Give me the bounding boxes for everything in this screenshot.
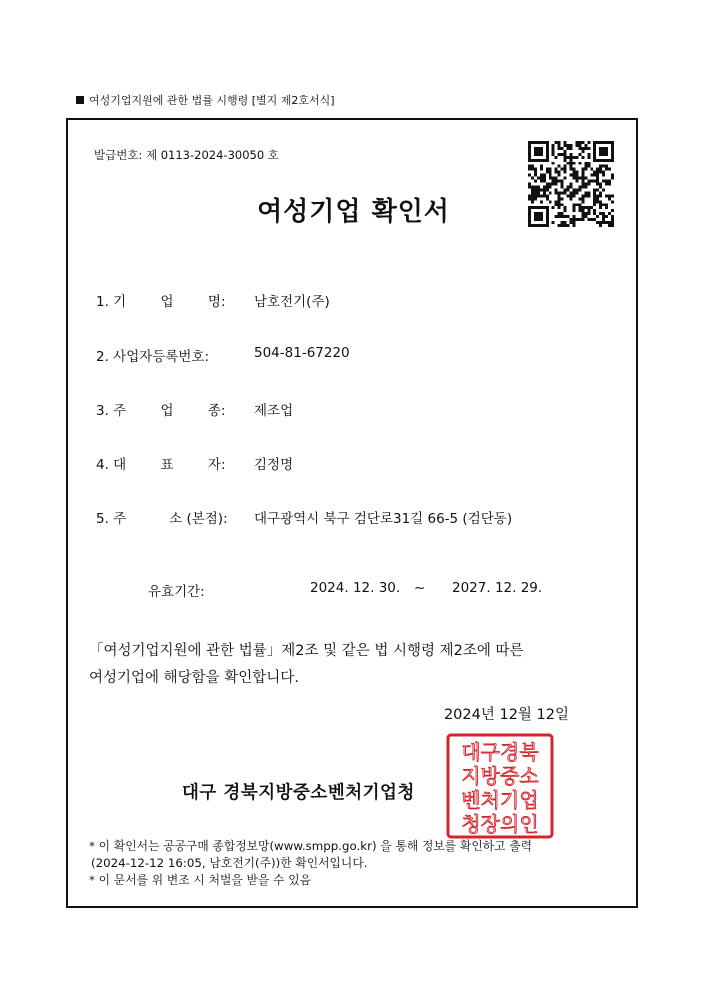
issuer-name: 대구 경북지방중소벤처기업청 — [182, 783, 415, 803]
form-reference — [76, 92, 335, 108]
field-value: 제조업 — [254, 403, 294, 419]
field-label: 1. 기 업 명: — [96, 294, 226, 310]
seal-line: 벤처기업 — [461, 788, 539, 812]
square-bullet-icon — [76, 96, 84, 104]
note-line: (2024-12-12 16:05, 남호전기(주))한 확인서입니다. — [91, 856, 368, 870]
seal-line: 청장의인 — [461, 812, 539, 836]
issue-number: 발급번호: 제 0113-2024-30050 호 — [94, 148, 279, 162]
field-label: 2. 사업자등록번호: — [96, 349, 210, 365]
document-title: 여성기업 확인서 — [257, 197, 450, 227]
form-reference-text: 여성기업지원에 관한 법률 시행령 [별지 제2호서식] — [89, 94, 335, 107]
confirmation-line: 「여성기업지원에 관한 법률」제2조 및 같은 법 시행령 제2조에 따른 — [89, 643, 524, 659]
field-value: 대구광역시 북구 검단로31길 66-5 (검단동) — [254, 511, 513, 527]
confirmation-text — [89, 638, 589, 692]
validity-start: 2024. 12. 30. — [310, 580, 401, 596]
note-line: * 이 문서를 위 변조 시 처벌을 받을 수 있음 — [89, 873, 311, 887]
field-value: 남호전기(주) — [254, 294, 330, 310]
issue-date: 2024년 12월 12일 — [443, 707, 569, 723]
field-label: 4. 대 표 자: — [96, 457, 226, 473]
seal-line: 대구경북 — [461, 740, 539, 764]
seal-line: 지방중소 — [461, 764, 539, 788]
validity-label: 유효기간: — [148, 584, 205, 600]
validity-separator: ~ — [414, 580, 426, 596]
field-label: 5. 주 소 (본점): — [96, 511, 228, 527]
official-seal-icon — [446, 733, 554, 839]
field-label: 3. 주 업 종: — [96, 403, 226, 419]
note-line: * 이 확인서는 공공구매 종합정보망(www.smpp.go.kr) 을 통해 정보를 확인하고 출력 — [89, 839, 533, 853]
field-value: 김정명 — [254, 457, 294, 473]
confirmation-line: 여성기업에 해당함을 확인합니다. — [89, 670, 299, 686]
validity-end: 2027. 12. 29. — [452, 580, 543, 596]
notes — [89, 838, 609, 889]
field-value: 504-81-67220 — [254, 345, 350, 361]
